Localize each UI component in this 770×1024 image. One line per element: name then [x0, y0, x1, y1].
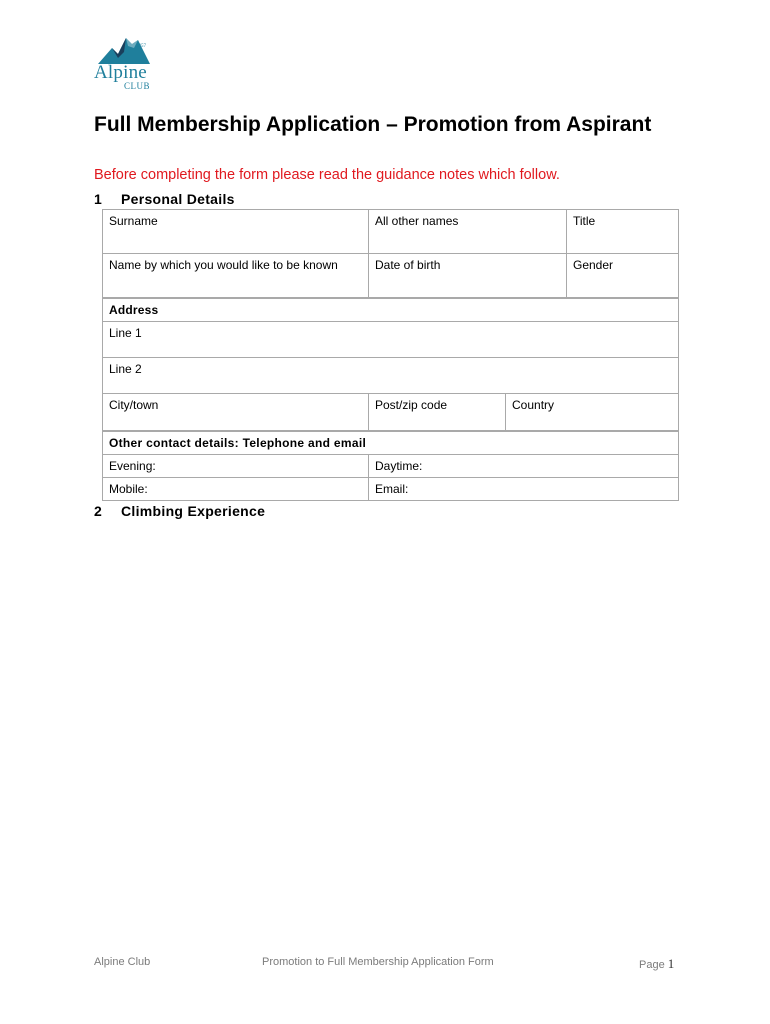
section-number: 1: [94, 191, 103, 207]
mobile-field[interactable]: [103, 478, 369, 501]
section-label: Personal Details: [121, 191, 235, 207]
table-row: [103, 455, 679, 478]
table-row: [103, 322, 679, 358]
country-field[interactable]: [506, 394, 679, 431]
personal-details-table: [102, 209, 679, 298]
email-field[interactable]: [369, 478, 679, 501]
evening-phone-field[interactable]: [103, 455, 369, 478]
gender-field[interactable]: [567, 254, 679, 298]
footer-page: [639, 956, 674, 972]
page-label: Page: [639, 959, 665, 971]
daytime-phone-field[interactable]: [369, 455, 679, 478]
section-heading-climbing: [94, 503, 265, 519]
line2-label: Line 2: [109, 362, 142, 376]
page-title: Full Membership Application – Promotion from Aspirant: [94, 113, 652, 136]
surname-label: Surname: [109, 214, 158, 228]
title-field[interactable]: [567, 210, 679, 254]
address-line2-field[interactable]: [103, 358, 679, 394]
line1-label: Line 1: [109, 326, 142, 340]
dob-field[interactable]: [369, 254, 567, 298]
address-heading: Address: [103, 299, 679, 322]
section-heading-personal: [94, 191, 235, 207]
table-row: [103, 254, 679, 298]
mobile-label: Mobile:: [109, 482, 148, 496]
city-field[interactable]: [103, 394, 369, 431]
table-row: [103, 358, 679, 394]
logo-club-text: CLUB: [124, 81, 151, 91]
contact-heading: Other contact details: Telephone and email: [103, 432, 679, 455]
table-row: [103, 299, 679, 322]
other-names-field[interactable]: [369, 210, 567, 254]
section-number: 2: [94, 503, 103, 519]
alpine-club-logo: [94, 34, 164, 92]
section-label: Climbing Experience: [121, 503, 266, 519]
footer-org: Alpine Club: [94, 956, 151, 968]
contact-table: [102, 431, 679, 501]
logo-wordmark: Alpine: [94, 62, 147, 83]
logo-year: 1857: [136, 44, 146, 49]
address-line1-field[interactable]: [103, 322, 679, 358]
table-row: [103, 210, 679, 254]
daytime-label: Daytime:: [375, 459, 423, 473]
gender-label: Gender: [573, 258, 614, 272]
dob-label: Date of birth: [375, 258, 441, 272]
city-label: City/town: [109, 398, 159, 412]
email-label: Email:: [375, 482, 409, 496]
other-names-label: All other names: [375, 214, 459, 228]
title-label: Title: [573, 214, 596, 228]
evening-label: Evening:: [109, 459, 156, 473]
footer-form-name: Promotion to Full Membership Application Form: [262, 956, 494, 968]
table-row: [103, 394, 679, 431]
table-row: [103, 478, 679, 501]
known-as-label: Name by which you would like to be known: [109, 258, 338, 272]
page-number: 1: [667, 956, 675, 971]
postcode-label: Post/zip code: [375, 398, 448, 412]
surname-field[interactable]: [103, 210, 369, 254]
known-as-field[interactable]: [103, 254, 369, 298]
postcode-field[interactable]: [369, 394, 506, 431]
address-table: [102, 298, 679, 431]
intro-note: Before completing the form please read the guidance notes which follow.: [94, 167, 560, 183]
country-label: Country: [512, 398, 555, 412]
table-row: [103, 432, 679, 455]
